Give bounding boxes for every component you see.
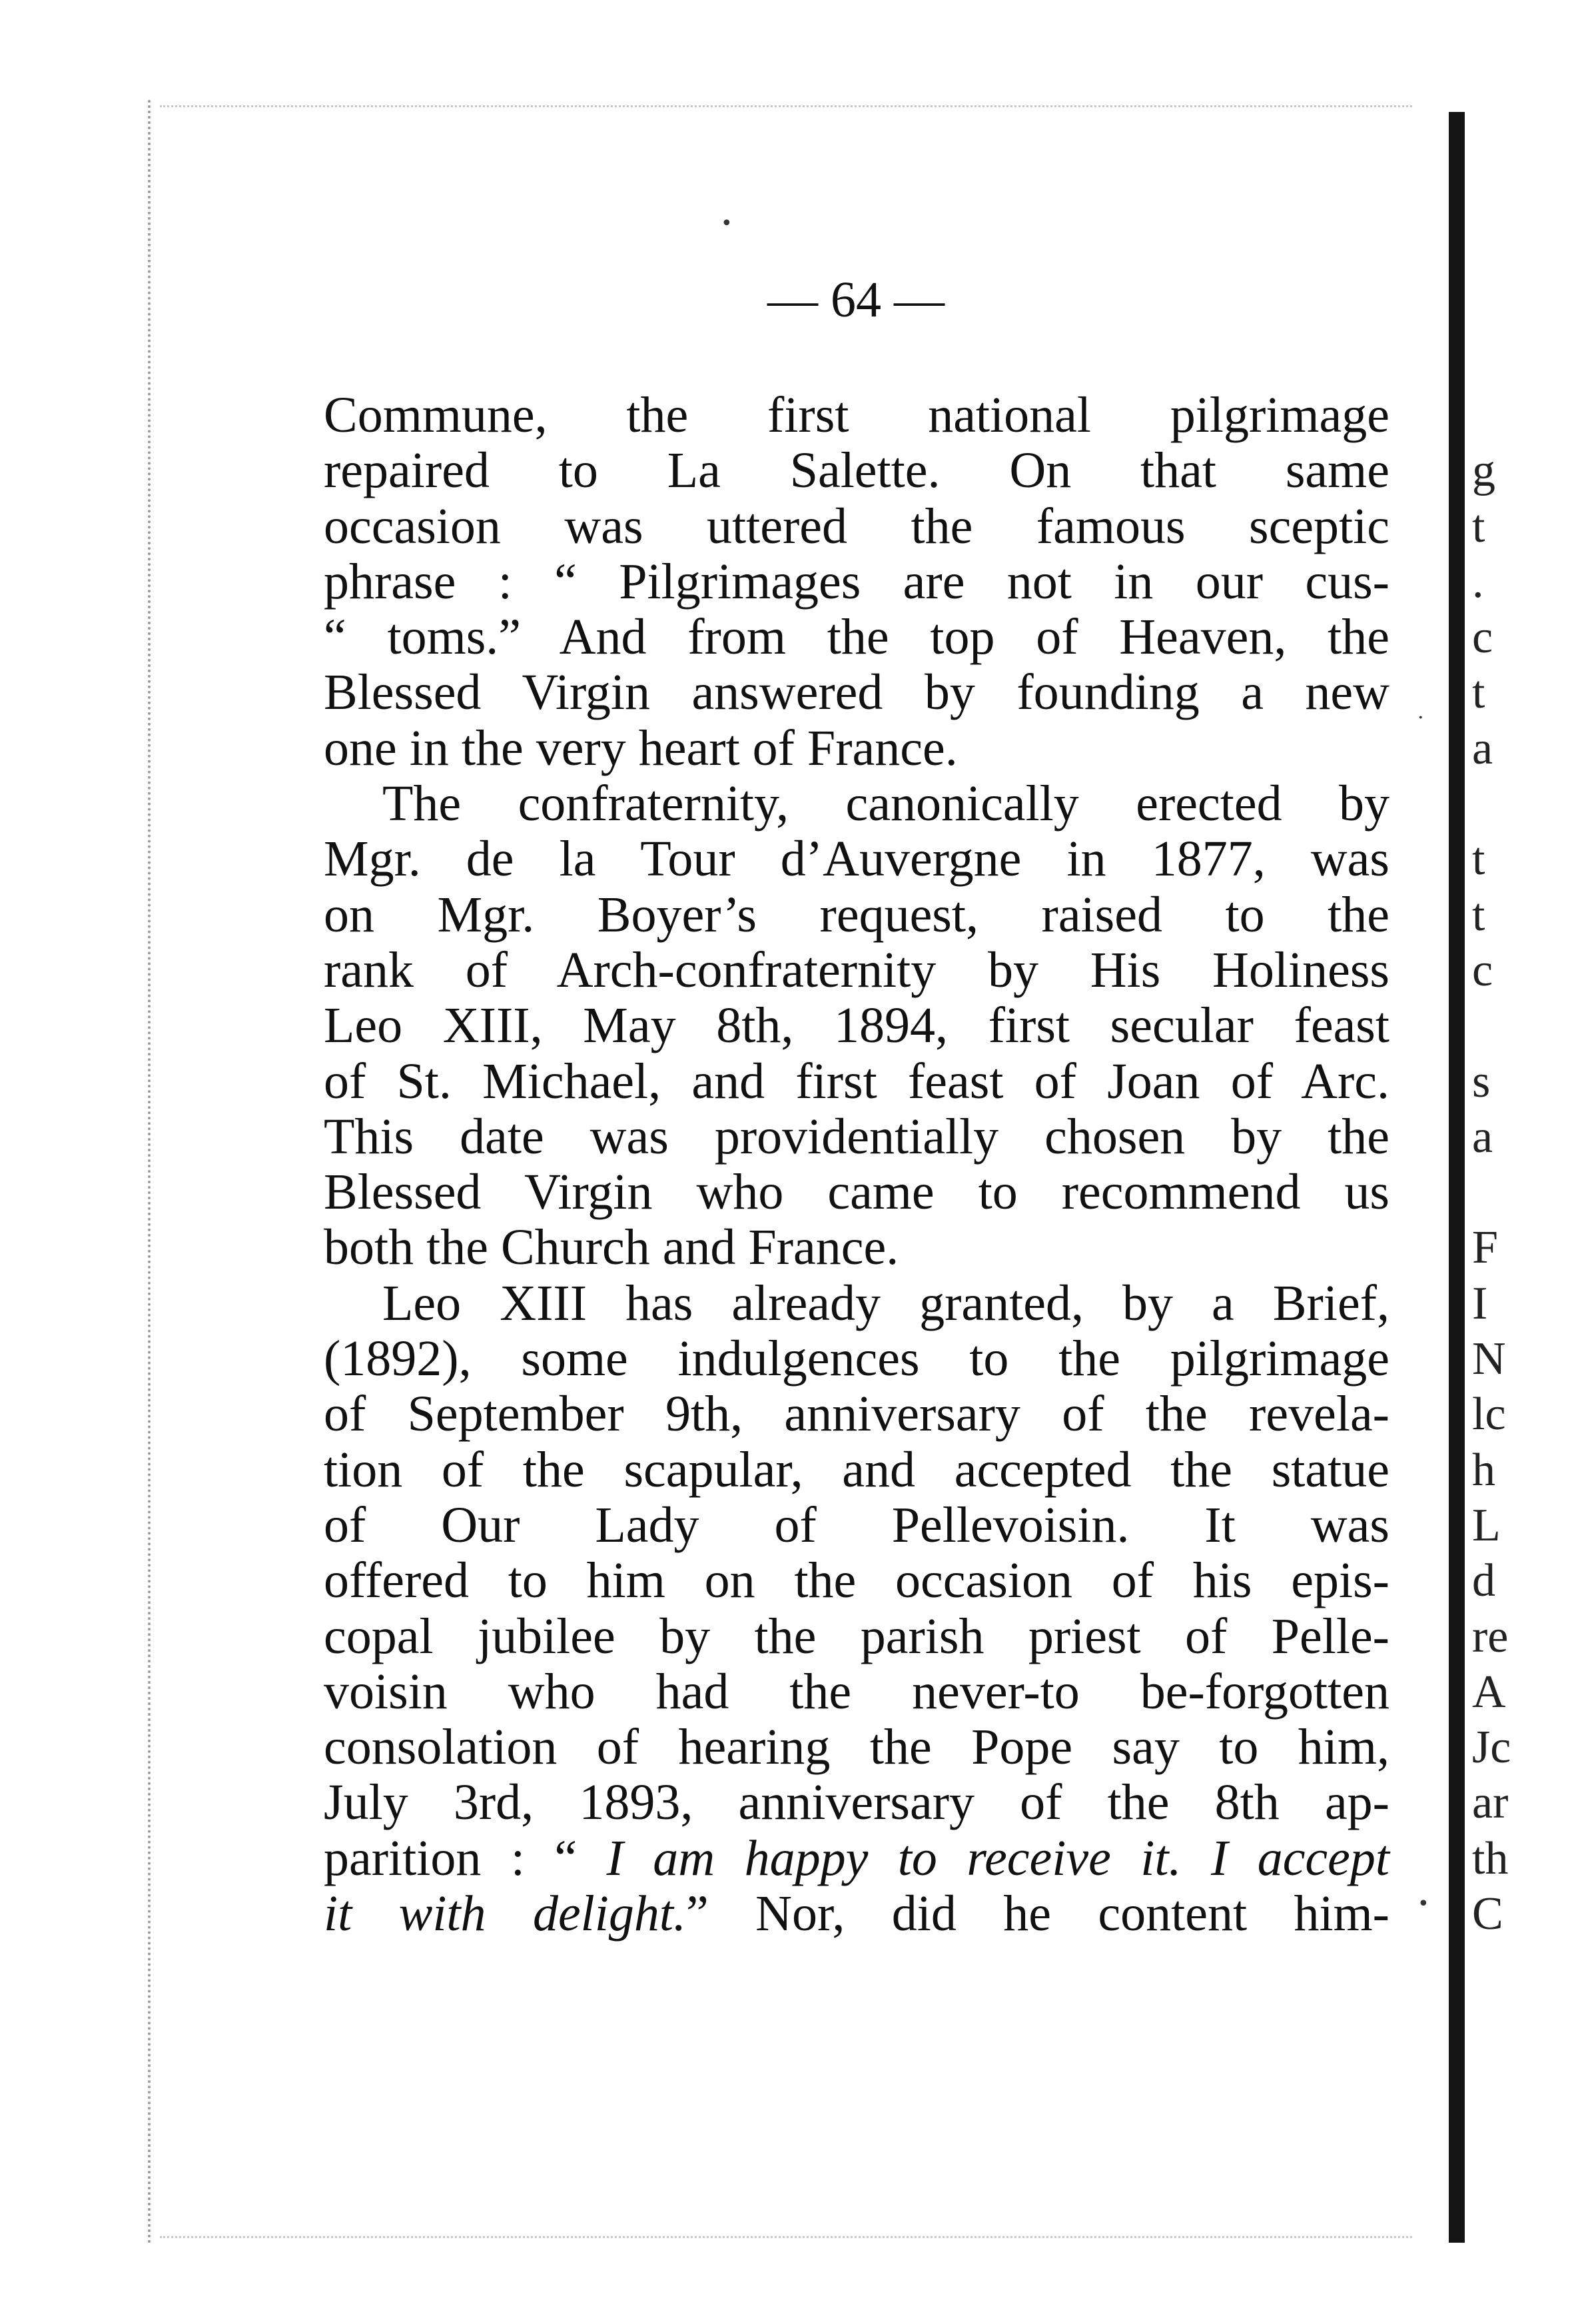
text-line: July 3rd, 1893, anniversary of the 8th ap- [324, 1774, 1389, 1831]
facing-fragment: re [1472, 1610, 1509, 1662]
text-line: one in the very heart of France. [324, 720, 958, 776]
quote-line [324, 1831, 1389, 1886]
text-line: of September 9th, anniversary of the revela- [324, 1386, 1389, 1443]
italic-quote: I am happy to receive it. I accept [606, 1830, 1390, 1886]
facing-fragment: c [1472, 612, 1493, 664]
text-line: phrase : “ Pilgrimages are not in our cus- [324, 553, 1389, 610]
facing-fragment: s [1472, 1055, 1491, 1107]
facing-fragment: th [1472, 1832, 1509, 1884]
text-line: The confraternity, canonically erected by [382, 776, 1389, 832]
facing-fragment: c [1472, 944, 1493, 996]
facing-fragment: ar [1472, 1777, 1509, 1829]
italic-quote-end: it with delight. [324, 1886, 687, 1942]
facing-fragment: L [1472, 1499, 1501, 1551]
paragraph-2 [324, 776, 1389, 1276]
facing-fragment [1472, 1165, 1570, 1220]
scan-top-edge [160, 105, 1412, 107]
facing-fragment: a [1472, 722, 1493, 774]
quote-lead-text: parition : “ [324, 1830, 578, 1886]
book-gutter [1449, 112, 1465, 2243]
facing-fragment: N [1472, 1333, 1506, 1385]
text-line: repaired to La Salette. On that same [324, 442, 1389, 499]
print-speck: · [1417, 706, 1424, 730]
text-line: of Our Lady of Pellevoisin. It was [324, 1496, 1389, 1553]
facing-fragment: F [1472, 1222, 1498, 1274]
text-line: Leo XIII, May 8th, 1894, first secular feast [324, 997, 1389, 1054]
text-line: Blessed Virgin who came to recommend us [324, 1164, 1389, 1221]
facing-fragment: a [1472, 1111, 1493, 1163]
facing-fragment: Jc [1472, 1722, 1511, 1774]
facing-fragment: t [1472, 889, 1485, 941]
facing-fragment: g [1472, 445, 1495, 497]
text-line: both the Church and France. [324, 1219, 899, 1276]
facing-fragment: t [1472, 834, 1485, 885]
facing-fragment: t [1472, 667, 1485, 719]
paragraph-1 [324, 388, 1389, 776]
facing-fragment: C [1472, 1888, 1503, 1940]
text-line: copal jubilee by the parish priest of Pelle- [324, 1608, 1389, 1664]
text-line: Blessed Virgin answered by founding a new [324, 664, 1389, 721]
text-line: voisin who had the never-to be-forgotten [324, 1663, 1389, 1720]
facing-fragment: h [1472, 1444, 1495, 1496]
text-line: of St. Michael, and first feast of Joan of Arc. [324, 1053, 1389, 1109]
paragraph-3 [324, 1276, 1389, 1942]
facing-fragment [1472, 776, 1570, 832]
text-line: offered to him on the occasion of his epis- [324, 1552, 1389, 1609]
facing-fragment: d [1472, 1555, 1495, 1607]
text-line: (1892), some indulgences to the pilgrimage [324, 1331, 1389, 1387]
text-line: Commune, the first national pilgrimage [324, 387, 1389, 443]
facing-page-fragments [1472, 388, 1570, 1942]
facing-fragment [1472, 998, 1570, 1053]
facing-fragment: A [1472, 1666, 1506, 1718]
body-text [324, 388, 1389, 1942]
print-speck: • [721, 212, 733, 235]
text-line: on Mgr. Boyer’s request, raised to the [324, 886, 1389, 943]
text-line: occasion was uttered the famous sceptic [324, 498, 1389, 554]
text-line: Leo XIII has already granted, by a Brief, [382, 1275, 1389, 1331]
final-line [324, 1886, 1389, 1942]
final-line-text: ” Nor, did he content him- [686, 1886, 1389, 1942]
text-line: “ toms.” And from the top of Heaven, the [324, 609, 1389, 666]
page-number: — 64 — [767, 272, 945, 328]
print-speck: • [1417, 1892, 1429, 1916]
text-line: tion of the scapular, and accepted the statue [324, 1441, 1389, 1498]
scan-left-edge [148, 100, 151, 2245]
scan-bottom-edge [160, 2236, 1412, 2238]
text-line: consolation of hearing the Pope say to him, [324, 1719, 1389, 1776]
text-line: rank of Arch-confraternity by His Holiness [324, 941, 1389, 998]
text-line: This date was providentially chosen by the [324, 1108, 1389, 1165]
facing-fragment: . [1472, 556, 1484, 608]
facing-fragment: lc [1472, 1389, 1506, 1441]
text-line: Mgr. de la Tour d’Auvergne in 1877, was [324, 831, 1389, 887]
facing-fragment [1472, 388, 1570, 443]
facing-fragment: I [1472, 1277, 1488, 1329]
facing-fragment: t [1472, 500, 1485, 552]
